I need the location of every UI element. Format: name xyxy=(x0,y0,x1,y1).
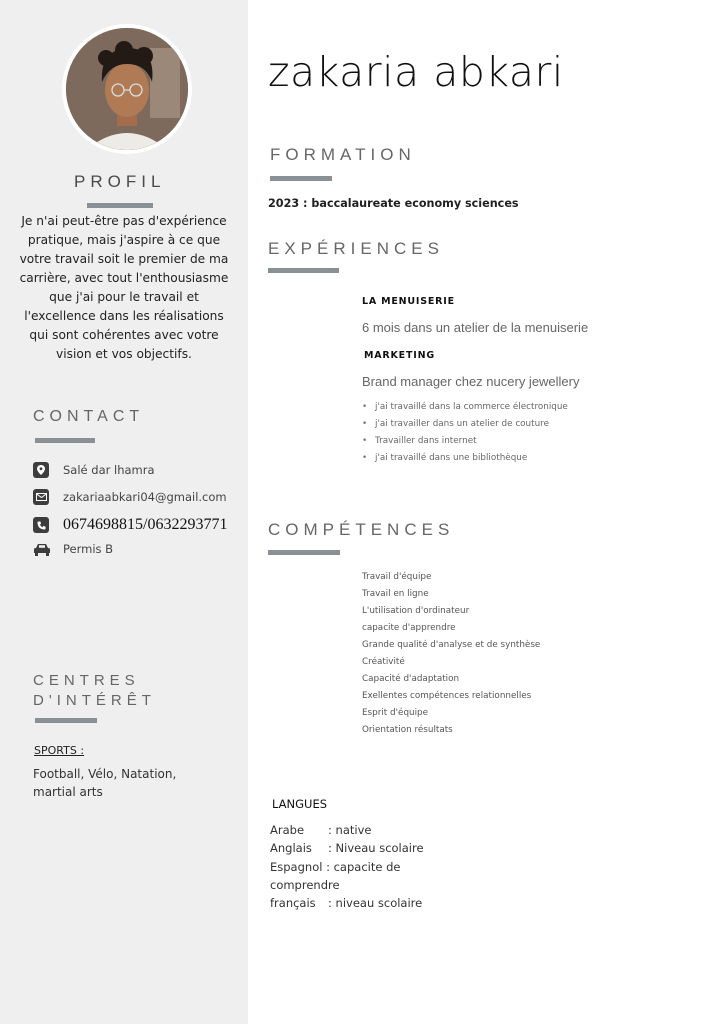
list-item: Créativité xyxy=(362,657,405,667)
contact-address-row xyxy=(33,462,155,478)
list-item: Esprit d'équipe xyxy=(362,708,429,718)
profile-heading-underline xyxy=(87,203,153,208)
profile-heading: PROFIL xyxy=(74,172,166,191)
list-item: Orientation résultats xyxy=(362,725,453,735)
contact-email[interactable]: zakariaabkari04@gmail.com xyxy=(63,490,227,504)
competences-heading: COMPÉTENCES xyxy=(268,520,455,539)
list-item: Exellentes compétences relationnelles xyxy=(362,691,532,701)
list-item: Travail en ligne xyxy=(362,589,429,599)
sports-list xyxy=(33,765,176,801)
list-item: Grande qualité d'analyse et de synthèse xyxy=(362,640,541,650)
location-pin-icon xyxy=(33,462,49,478)
car-icon xyxy=(33,542,51,556)
language-row-arabe xyxy=(270,821,424,839)
formation-heading-underline xyxy=(270,176,332,181)
job2-description: Brand manager chez nucery jewellery xyxy=(362,374,580,389)
contact-heading-underline xyxy=(35,438,95,443)
list-item: L'utilisation d'ordinateur xyxy=(362,606,470,616)
language-name: Anglais xyxy=(270,841,312,856)
profile-photo xyxy=(62,24,192,154)
languages-list xyxy=(270,821,424,912)
job2-title: MARKETING xyxy=(364,350,435,361)
language-row-anglais xyxy=(270,839,424,857)
languages-heading: LANGUES xyxy=(272,797,328,811)
sports-label: SPORTS : xyxy=(34,744,85,757)
job1-description: 6 mois dans un atelier de la menuiserie xyxy=(362,320,589,335)
contact-license-row xyxy=(33,542,113,556)
language-name: français xyxy=(270,896,316,911)
phone-icon xyxy=(33,517,49,533)
interests-heading xyxy=(33,671,156,711)
contact-license: Permis B xyxy=(63,542,114,556)
interests-heading-line2: D'INTÉRÊT xyxy=(33,692,156,709)
list-item: Travail d'équipe xyxy=(362,572,432,582)
list-item: Capacité d'adaptation xyxy=(362,674,460,684)
experience-bullets xyxy=(362,402,568,470)
language-name: Arabe xyxy=(270,823,305,837)
candidate-name: zakaria abkari xyxy=(268,48,564,96)
interests-heading-line1: CENTRES xyxy=(33,672,140,689)
language-row-francais xyxy=(270,894,424,912)
contact-address: Salé dar lhamra xyxy=(63,463,155,477)
skills-list xyxy=(362,572,540,742)
interests-heading-underline xyxy=(35,718,97,723)
language-level: : niveau scolaire xyxy=(328,896,423,911)
job1-title: LA MENUISERIE xyxy=(362,296,455,307)
contact-phone[interactable]: 0674698815/0632293771 xyxy=(63,516,228,533)
formation-entry: 2023 : baccalaureate economy sciences xyxy=(268,197,519,210)
sports-line-2: martial arts xyxy=(33,785,103,799)
experiences-heading: EXPÉRIENCES xyxy=(268,239,444,258)
contact-email-row xyxy=(33,489,227,505)
list-item: capacite d'apprendre xyxy=(362,623,456,633)
sports-line-1: Football, Vélo, Natation, xyxy=(33,767,177,781)
experiences-heading-underline xyxy=(268,268,339,273)
language-row-espagnol-cont: comprendre xyxy=(270,877,340,892)
contact-phone-row xyxy=(33,516,227,534)
list-item: • j'ai travailler dans un atelier de couture xyxy=(362,419,568,436)
language-level: : native xyxy=(328,823,372,837)
portrait-illustration xyxy=(66,28,188,150)
list-item: • j'ai travaillé dans la commerce électronique xyxy=(362,402,568,419)
language-level: : Niveau scolaire xyxy=(328,841,424,856)
mail-icon xyxy=(33,489,49,505)
contact-heading: CONTACT xyxy=(33,408,145,425)
list-item: • Travailler dans internet xyxy=(362,436,568,453)
profile-text: Je n'ai peut-être pas d'expérience pratique, mais j'aspire à ce que votre travail soit le premier de ma carrière, avec tout l'enthousiasme que j'ai pour le travail et l'excellence dans les réalisations qui sont cohérentes avec votre vision et vos objectifs. xyxy=(19,214,229,361)
list-item: • j'ai travaillé dans une bibliothèque xyxy=(362,453,568,470)
formation-heading: FORMATION xyxy=(270,145,416,164)
language-row-espagnol: Espagnol : capacite de xyxy=(270,859,401,874)
competences-heading-underline xyxy=(268,550,340,555)
